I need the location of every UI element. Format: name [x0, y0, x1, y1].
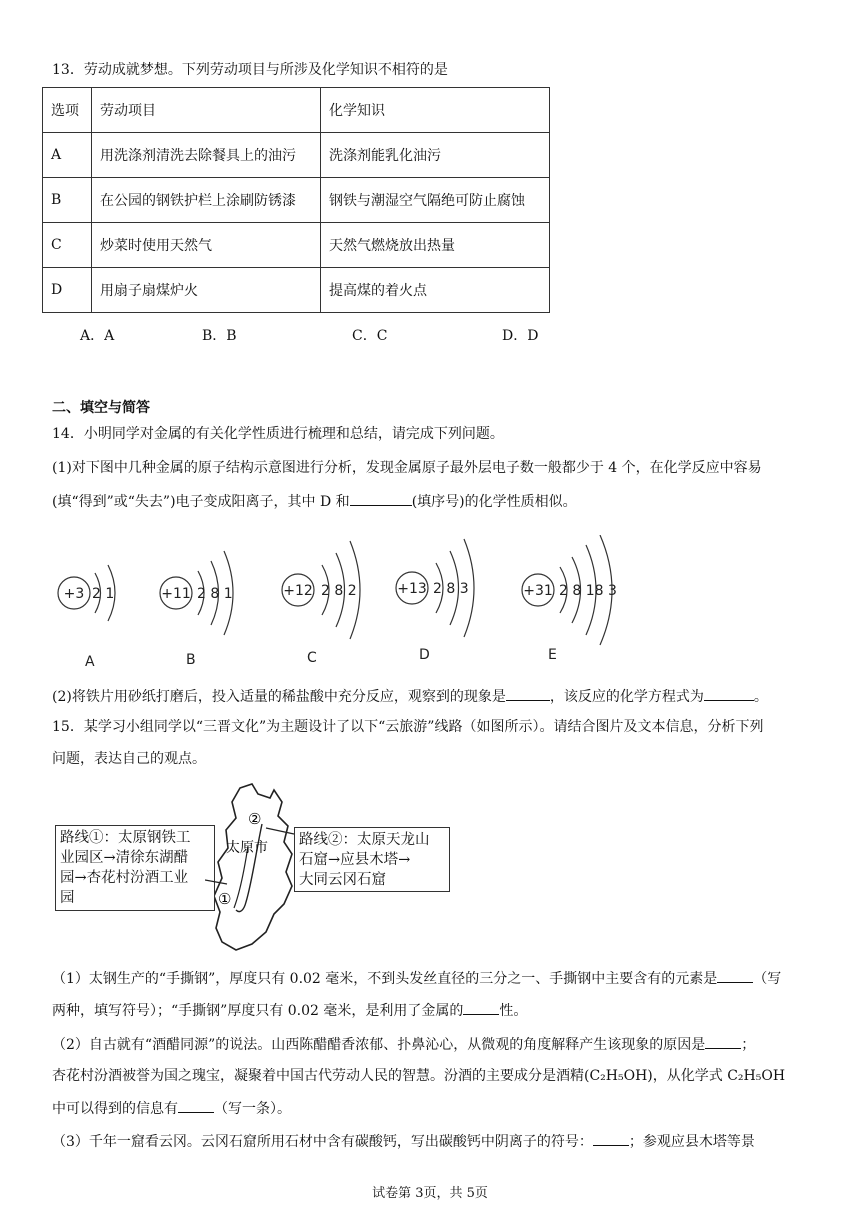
q13-stem: 13．劳动成就梦想。下列劳动项目与所涉及化学知识不相符的是 [52, 62, 448, 78]
answer-blank[interactable] [705, 1034, 741, 1049]
table-cell: C [43, 223, 92, 268]
table-cell: B [43, 178, 92, 223]
q15-p3-line1: （3）千年一窟看云冈。云冈石窟所用石材中含有碳酸钙，写出碳酸钙中阴离子的符号： ；参观应县木塔等景 [52, 1131, 755, 1152]
q14-p1-line2: (填“得到”或“失去”)电子变成阳离子，其中 D 和 (填序号)的化学性质相似。 [52, 491, 577, 512]
table-row [43, 268, 550, 313]
table-cell: 提高煤的着火点 [321, 268, 550, 313]
table-row [43, 178, 550, 223]
table-cell: 洗涤剂能乳化油污 [321, 133, 550, 178]
answer-blank[interactable] [593, 1131, 629, 1146]
q15-stem-line2: 问题，表达自己的观点。 [52, 751, 206, 767]
table-header-row [43, 88, 550, 133]
q15-p1-line2: 两种，填写符号）；“手撕钢”厚度只有 0.02 毫米，是利用了金属的 性。 [52, 1000, 527, 1021]
q14-p1-line1: (1)对下图中几种金属的原子结构示意图进行分析，发现金属原子最外层电子数一般都少于 4 个，在化学反应中容易 [52, 460, 762, 476]
nucleus-label: +11 [161, 586, 191, 602]
city-label: 太原市 [226, 840, 268, 856]
atom-diagram-e [522, 535, 617, 645]
table-cell: 用扇子扇煤炉火 [92, 268, 321, 313]
q13-option-d[interactable]: D．D [502, 328, 539, 344]
shell-electrons: 2 1 [92, 586, 115, 602]
answer-blank[interactable] [506, 686, 550, 701]
table-header-cell: 劳动项目 [92, 88, 321, 133]
q15-p2-line3: 中可以得到的信息有 （写一条）。 [52, 1098, 291, 1119]
q15-stem-line1: 15．某学习小组同学以“三晋文化”为主题设计了以下“云旅游”线路（如图所示）。请结合图片及文本信息，分析下列 [52, 719, 764, 735]
route-2-connector [262, 826, 296, 840]
atom-label-b: B [186, 652, 196, 668]
q14-stem: 14．小明同学对金属的有关化学性质进行梳理和总结，请完成下列问题。 [52, 426, 504, 442]
q15-p2-line1: （2）自古就有“酒醋同源”的说法。山西陈醋醋香浓郁、扑鼻沁心，从微观的角度解释产生该现象的原因是 ； [52, 1034, 755, 1055]
table-header-cell: 选项 [43, 88, 92, 133]
route-marker-1: ① [218, 890, 232, 908]
atom-label-c: C [307, 650, 317, 666]
q13-option-c[interactable]: C．C [352, 328, 388, 344]
answer-blank[interactable] [704, 686, 754, 701]
table-cell: 炒菜时使用天然气 [92, 223, 321, 268]
shell-electrons: 2 8 2 [321, 583, 357, 599]
table-cell: 钢铁与潮湿空气隔绝可防止腐蚀 [321, 178, 550, 223]
q14-p2: (2)将铁片用砂纸打磨后，投入适量的稀盐酸中充分反应，观察到的现象是 ，该反应的化学方程式为 。 [52, 686, 768, 707]
route-1-box: 路线①：太原钢铁工 业园区→清徐东湖醋 园→杏花村汾酒工业 园 [55, 825, 215, 911]
nucleus-label: +3 [63, 586, 85, 602]
table-header-cell: 化学知识 [321, 88, 550, 133]
q13-option-a[interactable]: A．A [80, 328, 115, 344]
answer-blank[interactable] [717, 968, 753, 983]
table-cell: D [43, 268, 92, 313]
route-2-box: 路线②：太原天龙山 石窟→应县木塔→ 大同云冈石窟 [294, 827, 450, 892]
shell-electrons: 2 8 3 [433, 581, 469, 597]
atom-label-a: A [85, 654, 95, 670]
page-footer: 试卷第 3页，共 5页 [372, 1186, 488, 1201]
nucleus-label: +31 [523, 583, 553, 599]
table-cell: 在公园的钢铁护栏上涂刷防锈漆 [92, 178, 321, 223]
section-title: 二、填空与简答 [52, 400, 150, 416]
table-cell: 天然气燃烧放出热量 [321, 223, 550, 268]
atom-diagram-d [396, 539, 474, 637]
atom-diagram-c [282, 541, 360, 639]
table-cell: A [43, 133, 92, 178]
province-outline [214, 784, 292, 950]
table-cell: 用洗涤剂清洗去除餐具上的油污 [92, 133, 321, 178]
atom-diagram-a [58, 565, 115, 621]
table-row [43, 223, 550, 268]
route-1-connector [205, 870, 235, 900]
q13-option-b[interactable]: B．B [202, 328, 237, 344]
nucleus-label: +13 [397, 581, 427, 597]
answer-blank[interactable] [463, 1000, 499, 1015]
table-row [43, 133, 550, 178]
atom-label-d: D [419, 647, 430, 663]
route-marker-2: ② [248, 810, 262, 828]
shell-electrons: 2 8 1 [197, 586, 233, 602]
shell-electrons: 2 8 18 3 [559, 583, 617, 599]
q13-table [42, 87, 550, 313]
answer-blank[interactable] [350, 491, 412, 506]
answer-blank[interactable] [178, 1098, 214, 1113]
q15-p2-line2: 杏花村汾酒被誉为国之瑰宝，凝聚着中国古代劳动人民的智慧。汾酒的主要成分是酒精(C₂H₅OH)，从化学式 C₂H₅OH [52, 1068, 786, 1084]
atom-diagram-b [160, 551, 233, 635]
q15-p1-line1: （1）太钢生产的“手撕钢”，厚度只有 0.02 毫米，不到头发丝直径的三分之一、手撕钢中主要含有的元素是 （写 [52, 968, 781, 989]
nucleus-label: +12 [283, 583, 313, 599]
atom-label-e: E [548, 647, 557, 663]
